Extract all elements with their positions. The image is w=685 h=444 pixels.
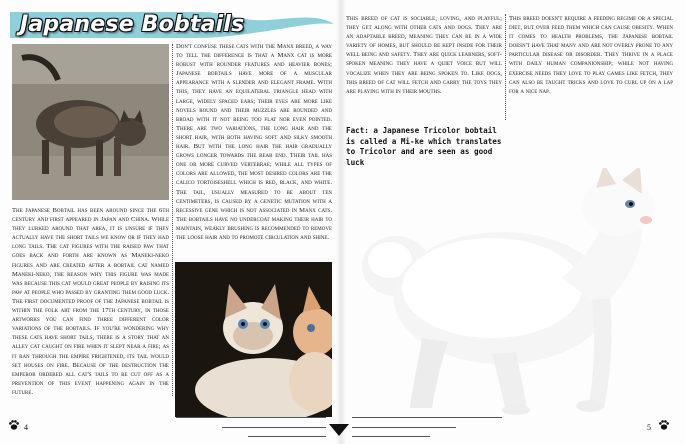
footer-rule [352,436,430,437]
body-column-2: Don't confuse these cats with the Manx breed, a way to tell the difference is that a Manx cat is more robust with rounder features and heavier bones; Japanese bobtails have more of a muscular appearance with a slender and elegant frame. With this, they have an equilateral triangle head with large, widely spaced ears; their eyes are more like novels round and their muzzles are rounded and broad with it not being too flat nor even pointed. There are two variations, the long hair and the short hair, with both having soft and silky smooth hair. But with the long hair the hair gradually grows longer towards the rear end. Their tail has one or more curved vertebrae; while all types of colors are allowed, the most desired colors are the calico tortoiseshell which is red, black, and white. The tail, usually measured to be about ten centimeters, is caused by a genetic mutation with a recessive gene which is not associated in Manx cats. The bobtails have no undercoat making their hair to maintain, weakly brushing is recommended to remove the loose hair and to promote circulation and shine. [176,43,332,241]
footer-rule [248,436,326,437]
footer-rule [176,417,326,418]
footer-rule [222,427,326,428]
photo-kittens [175,262,332,417]
fact-callout: Fact: a Japanese Tricolor bobtail is called a Mi-ke which translates to Tricolor and are seen as good luck [346,126,502,167]
photo-bobtail-street [12,44,169,200]
article-title: Japanese Bobtails [20,12,245,37]
body-column-3: This breed of cat is sociable, loving, and playful; they get along with other cats and dogs. They are an adaptable breed, meaning they can be in a wide variety of homes, but should be kept inside for their well being and safety. They are quick learners, soft-spoken meaning they have a quiet voice but will vocalize when they are being spoken to. Like dogs, this breed of cat will fetch and carry the toys they are playing with in their mouths. [346,15,502,95]
title-banner [6,6,336,42]
paw-print-icon [8,419,20,431]
column-divider [505,14,506,120]
page-gutter [336,0,346,444]
page-number-right: 5 [647,423,651,432]
footer-rule [352,417,502,418]
triangle-ornament-icon [329,424,349,436]
page-number-left: 4 [24,423,28,432]
column-divider [172,44,173,396]
footer-rule [352,427,456,428]
body-column-4: This breed doesn't require a feeding regime or a special diet, but over feed them which can cause obesity. When it comes to health problems, the Japanese bobtail doesn't have that many and are not overly prone to any particular disease or disorder. They thrive in a place with daily human companionship; while not having exercise needs they love to play games like fetch, they can also be taught tricks and love to curl up on a lap for a nice nap. [509,15,673,95]
paw-print-icon [658,419,670,431]
photo-white-bobtail [352,168,674,416]
body-column-1: The Japanese Bobtail has been around since the 6th century and first appeared in Japan and China. While they lurked around that area, it is unsure if they actually have the short tails we know or if they had long tails. The cat figures with the raised paw that goes back and forth are known as Maneki-neko figures and are created after a bobtail cat named Maneki-neko, the reason why this figure was made was because this cat would great people by raising its paw at people who passed by granting them good luck. The first documented proof of the Japanese bobtail is within the folk art from the 17th century, in those artworks you can find three different color variations of the bobtails. If you're wondering why these cats have short tails, there is a story that an alley cat caught on fire when it slept near a fire; as it ran through the empire frightened, its tail would set houses on fire. Because of the destruction the emperor ordered all cat's tails to be cut off as a prevention of this event happening again in the future. [12,207,169,396]
